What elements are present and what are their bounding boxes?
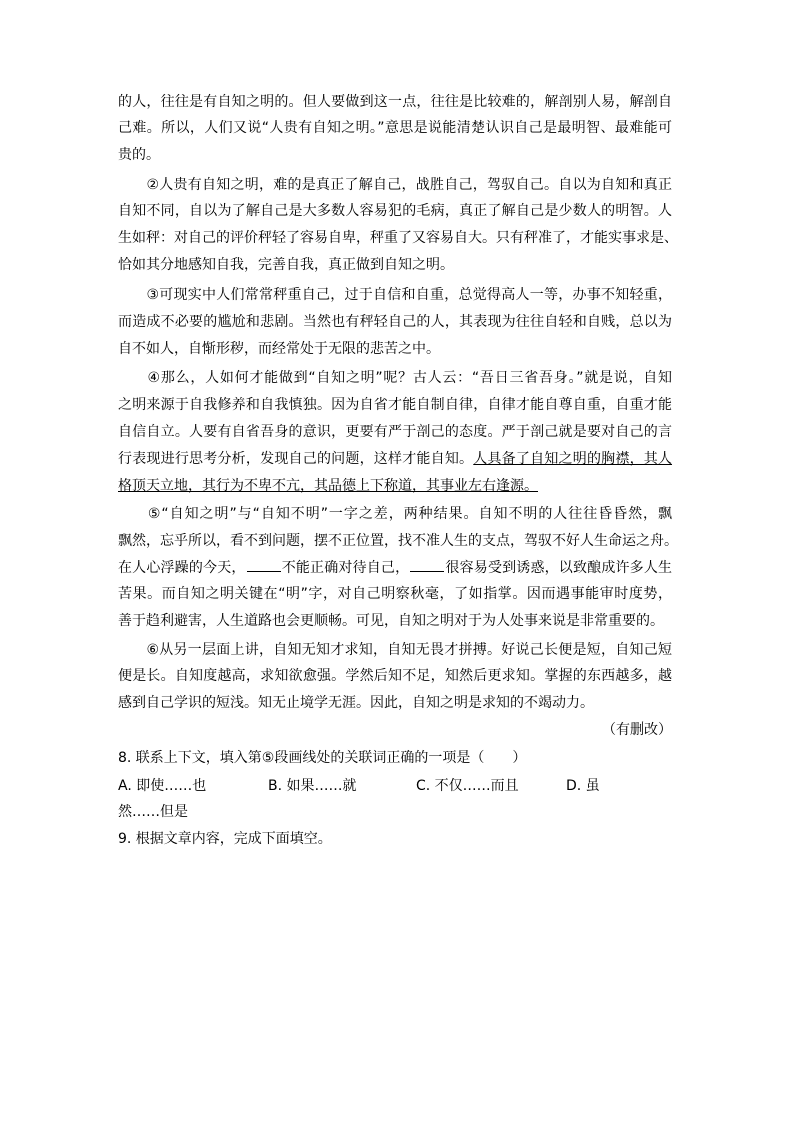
text-line bbox=[118, 667, 672, 685]
text-segment: ⑥从另一层面上讲，自知无知才求知，自知无畏才拼搏。好说己长便是短，自知己短 bbox=[118, 642, 672, 658]
text-line bbox=[118, 585, 672, 603]
text-line bbox=[118, 202, 672, 220]
text-line bbox=[118, 256, 672, 274]
text-line bbox=[118, 450, 672, 468]
text-line bbox=[118, 396, 672, 414]
text-segment: ⑤“自知之明”与“自知不明”一字之差，两种结果。自知不明的人往往昏昏然，飘 bbox=[118, 506, 672, 522]
text-line bbox=[118, 559, 672, 577]
text-segment: 在人心浮躁的今天， bbox=[118, 560, 246, 576]
option-d-continued: 然……但是 bbox=[118, 804, 188, 820]
option-c[interactable]: C. 不仅……而且 bbox=[416, 778, 519, 794]
text-line bbox=[118, 369, 672, 387]
text-segment: 便是长。自知度越高，求知欲愈强。学然后知不足，知然后更求知。掌握的东西越多，越 bbox=[118, 668, 672, 684]
text-segment: 苦果。而自知之明关键在“明”字，对自己明察秋毫，了如指掌。因而遇事能审时度势， bbox=[118, 586, 672, 602]
text-line bbox=[118, 532, 678, 550]
text-segment: 的人，往往是有自知之明的。但人要做到这一点，往往是比较难的，解剖别人易，解剖自 bbox=[118, 94, 672, 110]
option-b[interactable]: B. 如果……就 bbox=[268, 778, 357, 794]
text-segment: 而造成不必要的尴尬和悲剧。当然也有秤轻自己的人，其表现为往往自轻和自贱，总以为 bbox=[118, 314, 672, 330]
text-segment: 不能正确对待自己， bbox=[281, 560, 410, 576]
question-9-stem: 9. 根据文章内容，完成下面填空。 bbox=[118, 831, 332, 847]
text-segment: 之明来源于自我修养和自我慎独。因为自省才能自制自律，自律才能自尊自重，自重才能 bbox=[118, 397, 672, 413]
text-line bbox=[118, 641, 672, 659]
text-line bbox=[118, 505, 672, 523]
text-segment: 恰如其分地感知自我，完善自我，真正做到自知之明。 bbox=[118, 257, 454, 273]
fill-blank bbox=[410, 559, 444, 572]
text-segment: ④那么，人如何才能做到“自知之明”呢？古人云：“吾日三省吾身。”就是说，自知 bbox=[118, 370, 672, 386]
text-segment: 善于趋利避害，人生道路也会更顺畅。可见，自知之明对于为人处事来说是非常重要的。 bbox=[118, 613, 664, 629]
text-segment: ②人贵有自知之明，难的是真正了解自己，战胜自己，驾驭自己。自以为自知和真正 bbox=[118, 177, 672, 193]
option-d[interactable]: D. 虽 bbox=[566, 778, 600, 794]
text-line bbox=[118, 423, 672, 441]
text-line bbox=[118, 477, 672, 495]
text-segment: 贵的。 bbox=[118, 147, 160, 163]
source-note: （有删改） bbox=[602, 722, 672, 738]
text-line bbox=[118, 612, 672, 630]
fill-blank bbox=[247, 559, 281, 572]
text-segment: 飘然，忘乎所以，看不到问题，摆不正位置，找不准人生的支点，驾驭不好人生命运之舟。 bbox=[118, 533, 678, 549]
text-segment: 自不如人，自惭形秽，而经常处于无限的悲苦之中。 bbox=[118, 341, 440, 357]
text-segment: 生如秤：对自己的评价秤轻了容易自卑，秤重了又容易自大。只有秤准了，才能实事求是、 bbox=[118, 230, 678, 246]
text-segment: 自知不同，自以为了解自己是大多数人容易犯的毛病，真正了解自己是少数人的明智。人 bbox=[118, 203, 672, 219]
text-segment: 自信自立。人要有自省吾身的意识，更要有严于剖己的态度。严于剖己就是要对自己的言 bbox=[118, 424, 672, 440]
text-line bbox=[118, 340, 672, 358]
text-segment: 感到自己学识的短浅。知无止境学无涯。因此，自知之明是求知的不竭动力。 bbox=[118, 695, 594, 711]
text-line bbox=[118, 119, 672, 137]
text-line bbox=[118, 286, 672, 304]
question-8-stem: 8. 联系上下文，填入第⑤段画线处的关联词正确的一项是（ ） bbox=[118, 750, 527, 766]
text-segment: 很容易受到诱惑，以致酿成许多人生 bbox=[445, 560, 673, 576]
text-line bbox=[118, 694, 672, 712]
underlined-text: 人具备了自知之明的胸襟，其人 bbox=[473, 451, 673, 467]
text-line bbox=[118, 176, 672, 194]
text-line bbox=[118, 229, 678, 247]
text-segment: ③可现实中人们常常秤重自己，过于自信和自重，总觉得高人一等，办事不知轻重， bbox=[118, 287, 672, 303]
option-a[interactable]: A. 即使……也 bbox=[118, 778, 207, 794]
underlined-text: 格顶天立地，其行为不卑不亢，其品德上下称道，其事业左右逢源。 bbox=[118, 478, 538, 494]
text-segment: 己难。所以，人们又说“人贵有自知之明。”意思是说能清楚认识自己是最明智、最难能可 bbox=[118, 120, 672, 136]
text-segment: 行表现进行思考分析，发现自己的问题，这样才能自知。 bbox=[118, 451, 474, 467]
text-line bbox=[118, 313, 672, 331]
text-line bbox=[118, 93, 672, 111]
text-line bbox=[118, 146, 672, 164]
